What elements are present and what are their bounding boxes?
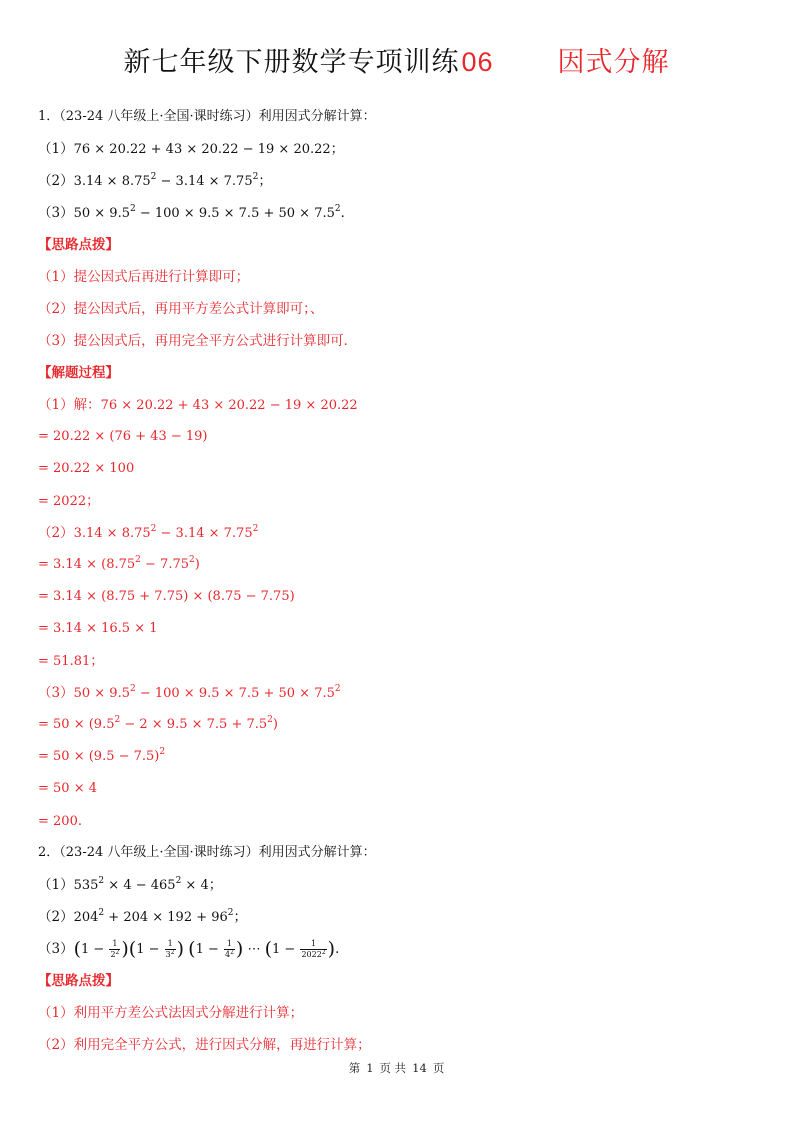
title-text: 新七年级下册数学专项训练 [123,47,460,78]
hint-line: （2）利用完全平方公式，进行因式分解，再进行计算； [38,1037,371,1053]
hint-line: （1）提公因式后再进行计算即可； [38,269,250,285]
solution-line: = 2022； [38,493,100,509]
hint-heading: 【思路点拨】 [38,237,119,253]
title-number: 06 [461,47,494,77]
solution-heading: 【解题过程】 [38,365,119,381]
page-title [0,40,793,79]
hint-line: （3）提公因式后，再用完全平方公式进行计算即可． [38,333,358,349]
question-2-intro: 2．（23-24 八年级上·全国·课时练习）利用因式分解计算： [38,845,376,860]
document-body [38,104,758,1064]
question-2-part-3: （3）(1 − $\frac{1}{2^2}$ )(1 − $\frac{1}{3^2}$ ) (1 − $\frac{1}{4^2}$ ) ⋯ (1 − $\frac{1}{2022^2}$ )． [38,938,349,960]
hint-heading: 【思路点拨】 [38,973,119,989]
solution-line: = 20.22 × (76 + 43 − 19) [38,429,208,444]
solution-line: = 3.14 × (8.75 + 7.75) × (8.75 − 7.75) [38,589,295,604]
hint-line: （1）利用平方差公式法因式分解进行计算； [38,1005,304,1021]
solution-line: = 200． [38,813,92,829]
solution-line: = $3.14 \times (8.75^2 - 7.75^2)$ [38,555,200,572]
question-2-part-1: $(1)535^2 \times 4 - 465^2 \times 4$； [38,876,223,893]
solution-line: = $50 \times (9.5^2 - 2 \times 9.5 \times 7.5 + 7.5^2)$ [38,715,278,732]
question-1-intro: 1．（23-24 八年级上·全国·课时练习）利用因式分解计算： [38,109,376,124]
question-1-part-1: （1）76 × 20.22 + 43 × 20.22 − 19 × 20.22； [38,141,345,157]
page-footer: 第 1 页 共 14 页 [348,1061,445,1075]
solution-line: = 51.81； [38,653,104,669]
question-1-part-3: $(3)50 \times 9.5^2 - 100 \times 9.5 \times 7.5 + 50 \times 7.5^2$． [38,204,355,221]
solution-line: $(2)3.14 \times 8.75^2 - 3.14 \times 7.75^2$ [38,524,259,541]
question-1-part-2: $(2)3.14 \times 8.75^2 - 3.14 \times 7.75^2$； [38,172,272,189]
solution-line: （1）解：76 × 20.22 + 43 × 20.22 − 19 × 20.22 [38,397,358,413]
solution-line: = 3.14 × 16.5 × 1 [38,621,158,636]
solution-line: = $50 \times (9.5 - 7.5)^2$ [38,747,166,764]
question-2-part-2: $(2)204^2 + 204 \times 192 + 96^2$； [38,908,248,925]
title-topic: 因式分解 [557,47,670,78]
solution-line: = 50 × 4 [38,781,97,796]
solution-line: $(3)50 \times 9.5^2 - 100 \times 9.5 \times 7.5 + 50 \times 7.5^2$ [38,684,341,701]
solution-line: = 20.22 × 100 [38,461,135,476]
hint-line: （2）提公因式后，再用平方差公式计算即可；、 [38,301,324,317]
